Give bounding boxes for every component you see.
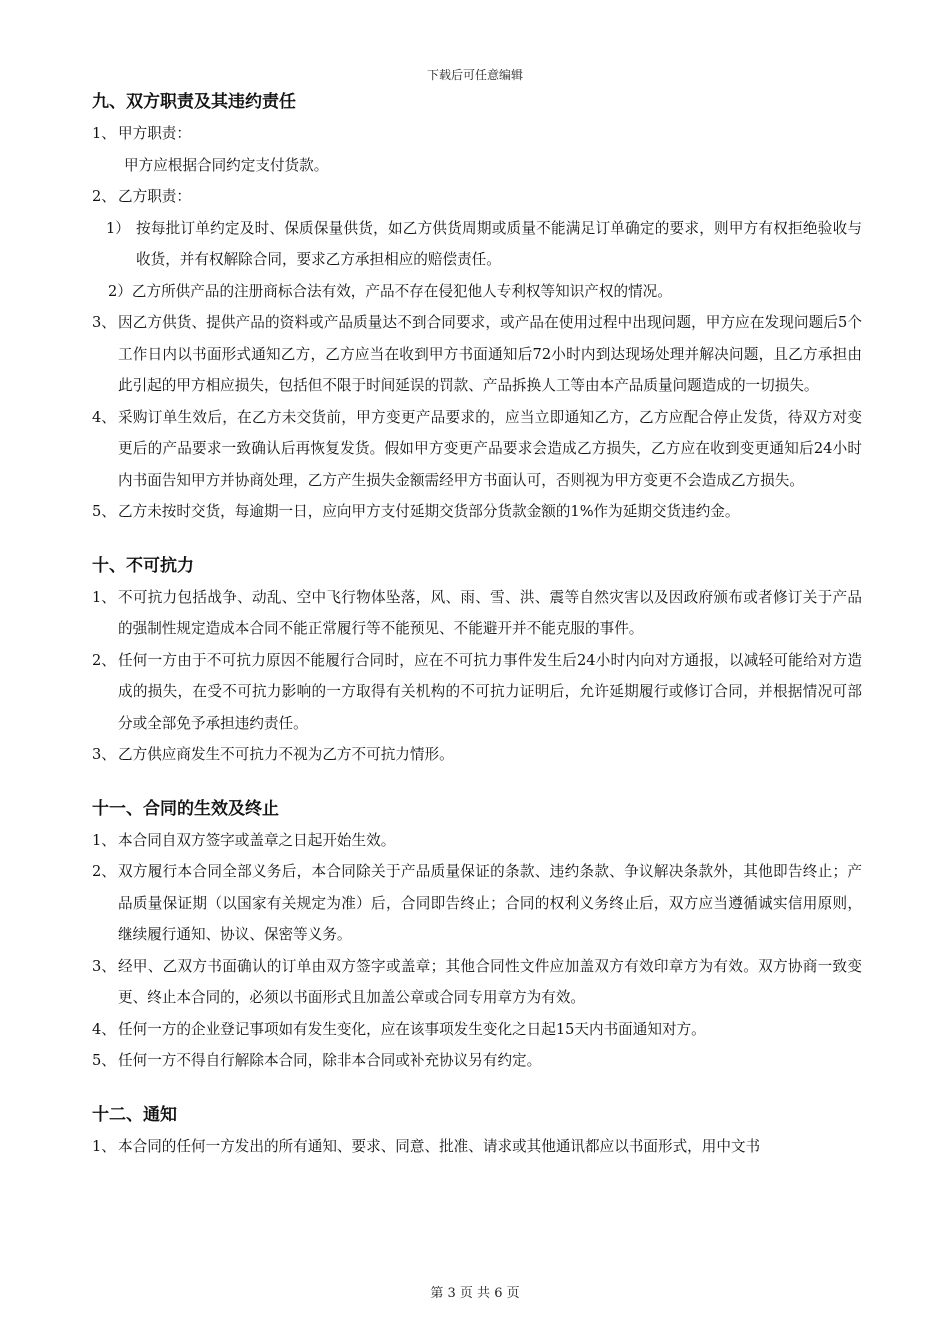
clause-number: 1、 (92, 1137, 116, 1155)
clause-item (92, 402, 862, 497)
clause-item (92, 582, 862, 645)
clause-item (92, 825, 862, 857)
clause-item (92, 181, 862, 213)
clause-number: 5、 (92, 503, 116, 520)
clause-item (92, 951, 862, 1014)
clause-number: 1、 (92, 588, 116, 606)
sub-clause-item: 2）乙方所供产品的注册商标合法有效，产品不存在侵犯他人专利权等知识产权的情况。 (108, 282, 672, 300)
clause-item (92, 118, 862, 150)
section-heading: 十一、合同的生效及终止 (92, 798, 279, 819)
clause-item (92, 856, 862, 951)
clause-number: 2、 (92, 188, 116, 205)
section-9 (92, 86, 862, 528)
clause-item (92, 307, 862, 402)
clause-number: 2、 (92, 651, 116, 669)
clause-number: 1、 (92, 831, 116, 849)
page-footer: 第 3 页 共 6 页 (430, 1286, 520, 1301)
clause-number: 3、 (92, 957, 116, 975)
clause-text: 本合同的任何一方发出的所有通知、要求、同意、批准、请求或其他通讯都应以书面形式，用中文书 (118, 1137, 761, 1155)
clause-number: 1、 (92, 125, 116, 142)
clause-text: 任何一方由于不可抗力原因不能履行合同时，应在不可抗力事件发生后24小时内向对方通报，以减轻可能给对方造成的损失，在受不可抗力影响的一方取得有关机构的不可抗力证明后，允许延期履行或修订合同，并根据情况可部分或全部免予承担违约责任。 (118, 651, 862, 732)
clause-text: 任何一方的企业登记事项如有发生变化，应在该事项发生变化之日起15天内书面通知对方。 (118, 1020, 706, 1038)
clause-text: 不可抗力包括战争、动乱、空中飞行物体坠落，风、雨、雪、洪、震等自然灾害以及因政府颁布或者修订关于产品的强制性规定造成本合同不能正常履行等不能预见、不能避开并不能克服的事件。 (118, 588, 862, 637)
clause-item (92, 1014, 862, 1046)
section-12 (92, 1099, 862, 1163)
clause-text: 乙方未按时交货，每逾期一日，应向甲方支付延期交货部分货款金额的1%作为延期交货违约金。 (118, 503, 740, 520)
clause-item (92, 645, 862, 740)
clause-item (92, 739, 862, 771)
clause-item (92, 496, 862, 528)
clause-number: 4、 (92, 408, 116, 426)
clause-number: 3、 (92, 746, 116, 763)
section-heading: 十二、通知 (92, 1104, 177, 1125)
clause-text: 因乙方供货、提供产品的资料或产品质量达不到合同要求，或产品在使用过程中出现问题，甲方应在发现问题后5个工作日内以书面形式通知乙方，乙方应当在收到甲方书面通知后72小时内到达现场处理并解决问题，且乙方承担由此引起的甲方相应损失，包括但不限于时间延误的罚款、产品拆换人工等由本产品质量问题造成的一切损失。 (118, 314, 862, 394)
clause-text: 乙方职责： (118, 188, 191, 205)
clause-item (92, 1045, 862, 1077)
clause-text: 按每批订单约定及时、保质保量供货，如乙方供货周期或质量不能满足订单确定的要求，则甲方有权拒绝验收与收货，并有权解除合同，要求乙方承担相应的赔偿责任。 (136, 219, 862, 268)
clause-number: 1） (106, 219, 130, 237)
clause-number: 5、 (92, 1052, 116, 1069)
section-heading: 九、双方职责及其违约责任 (92, 92, 296, 112)
clause-text: 采购订单生效后，在乙方未交货前，甲方变更产品要求的，应当立即通知乙方，乙方应配合停止发货，待双方对变更后的产品要求一致确认后再恢复发货。假如甲方变更产品要求会造成乙方损失，乙方应在收到变更通知后24小时内书面告知甲方并协商处理，乙方产生损失金额需经甲方书面认可，否则视为甲方变更不会造成乙方损失。 (118, 408, 862, 489)
clause-text: 甲方应根据合同约定支付货款。 (124, 156, 329, 174)
clause-text: 甲方职责： (118, 125, 191, 142)
page-header: 下载后可任意编辑 (426, 68, 523, 82)
clause-number: 4、 (92, 1020, 116, 1038)
clause-text: 本合同自双方签字或盖章之日起开始生效。 (118, 831, 396, 849)
clause-text: 经甲、乙双方书面确认的订单由双方签字或盖章；其他合同性文件应加盖双方有效印章方为有效。双方协商一致变更、终止本合同的，必须以书面形式且加盖公章或合同专用章方为有效。 (118, 957, 862, 1006)
clause-text: 任何一方不得自行解除本合同，除非本合同或补充协议另有约定。 (118, 1052, 542, 1069)
clause-text: 双方履行本合同全部义务后，本合同除关于产品质量保证的条款、违约条款、争议解决条款外，其他即告终止；产品质量保证期（以国家有关规定为准）后，合同即告终止；合同的权利义务终止后，双方应当遵循诚实信用原则，继续履行通知、协议、保密等义务。 (118, 863, 862, 943)
section-11 (92, 793, 862, 1077)
document-body (92, 86, 862, 1184)
sub-clause-item (92, 213, 862, 276)
clause-number: 2、 (92, 863, 116, 880)
clause-item (92, 1131, 862, 1163)
clause-number: 3、 (92, 314, 116, 331)
section-heading: 十、不可抗力 (92, 555, 194, 576)
clause-text: 乙方供应商发生不可抗力不视为乙方不可抗力情形。 (118, 746, 454, 763)
section-10 (92, 550, 862, 771)
